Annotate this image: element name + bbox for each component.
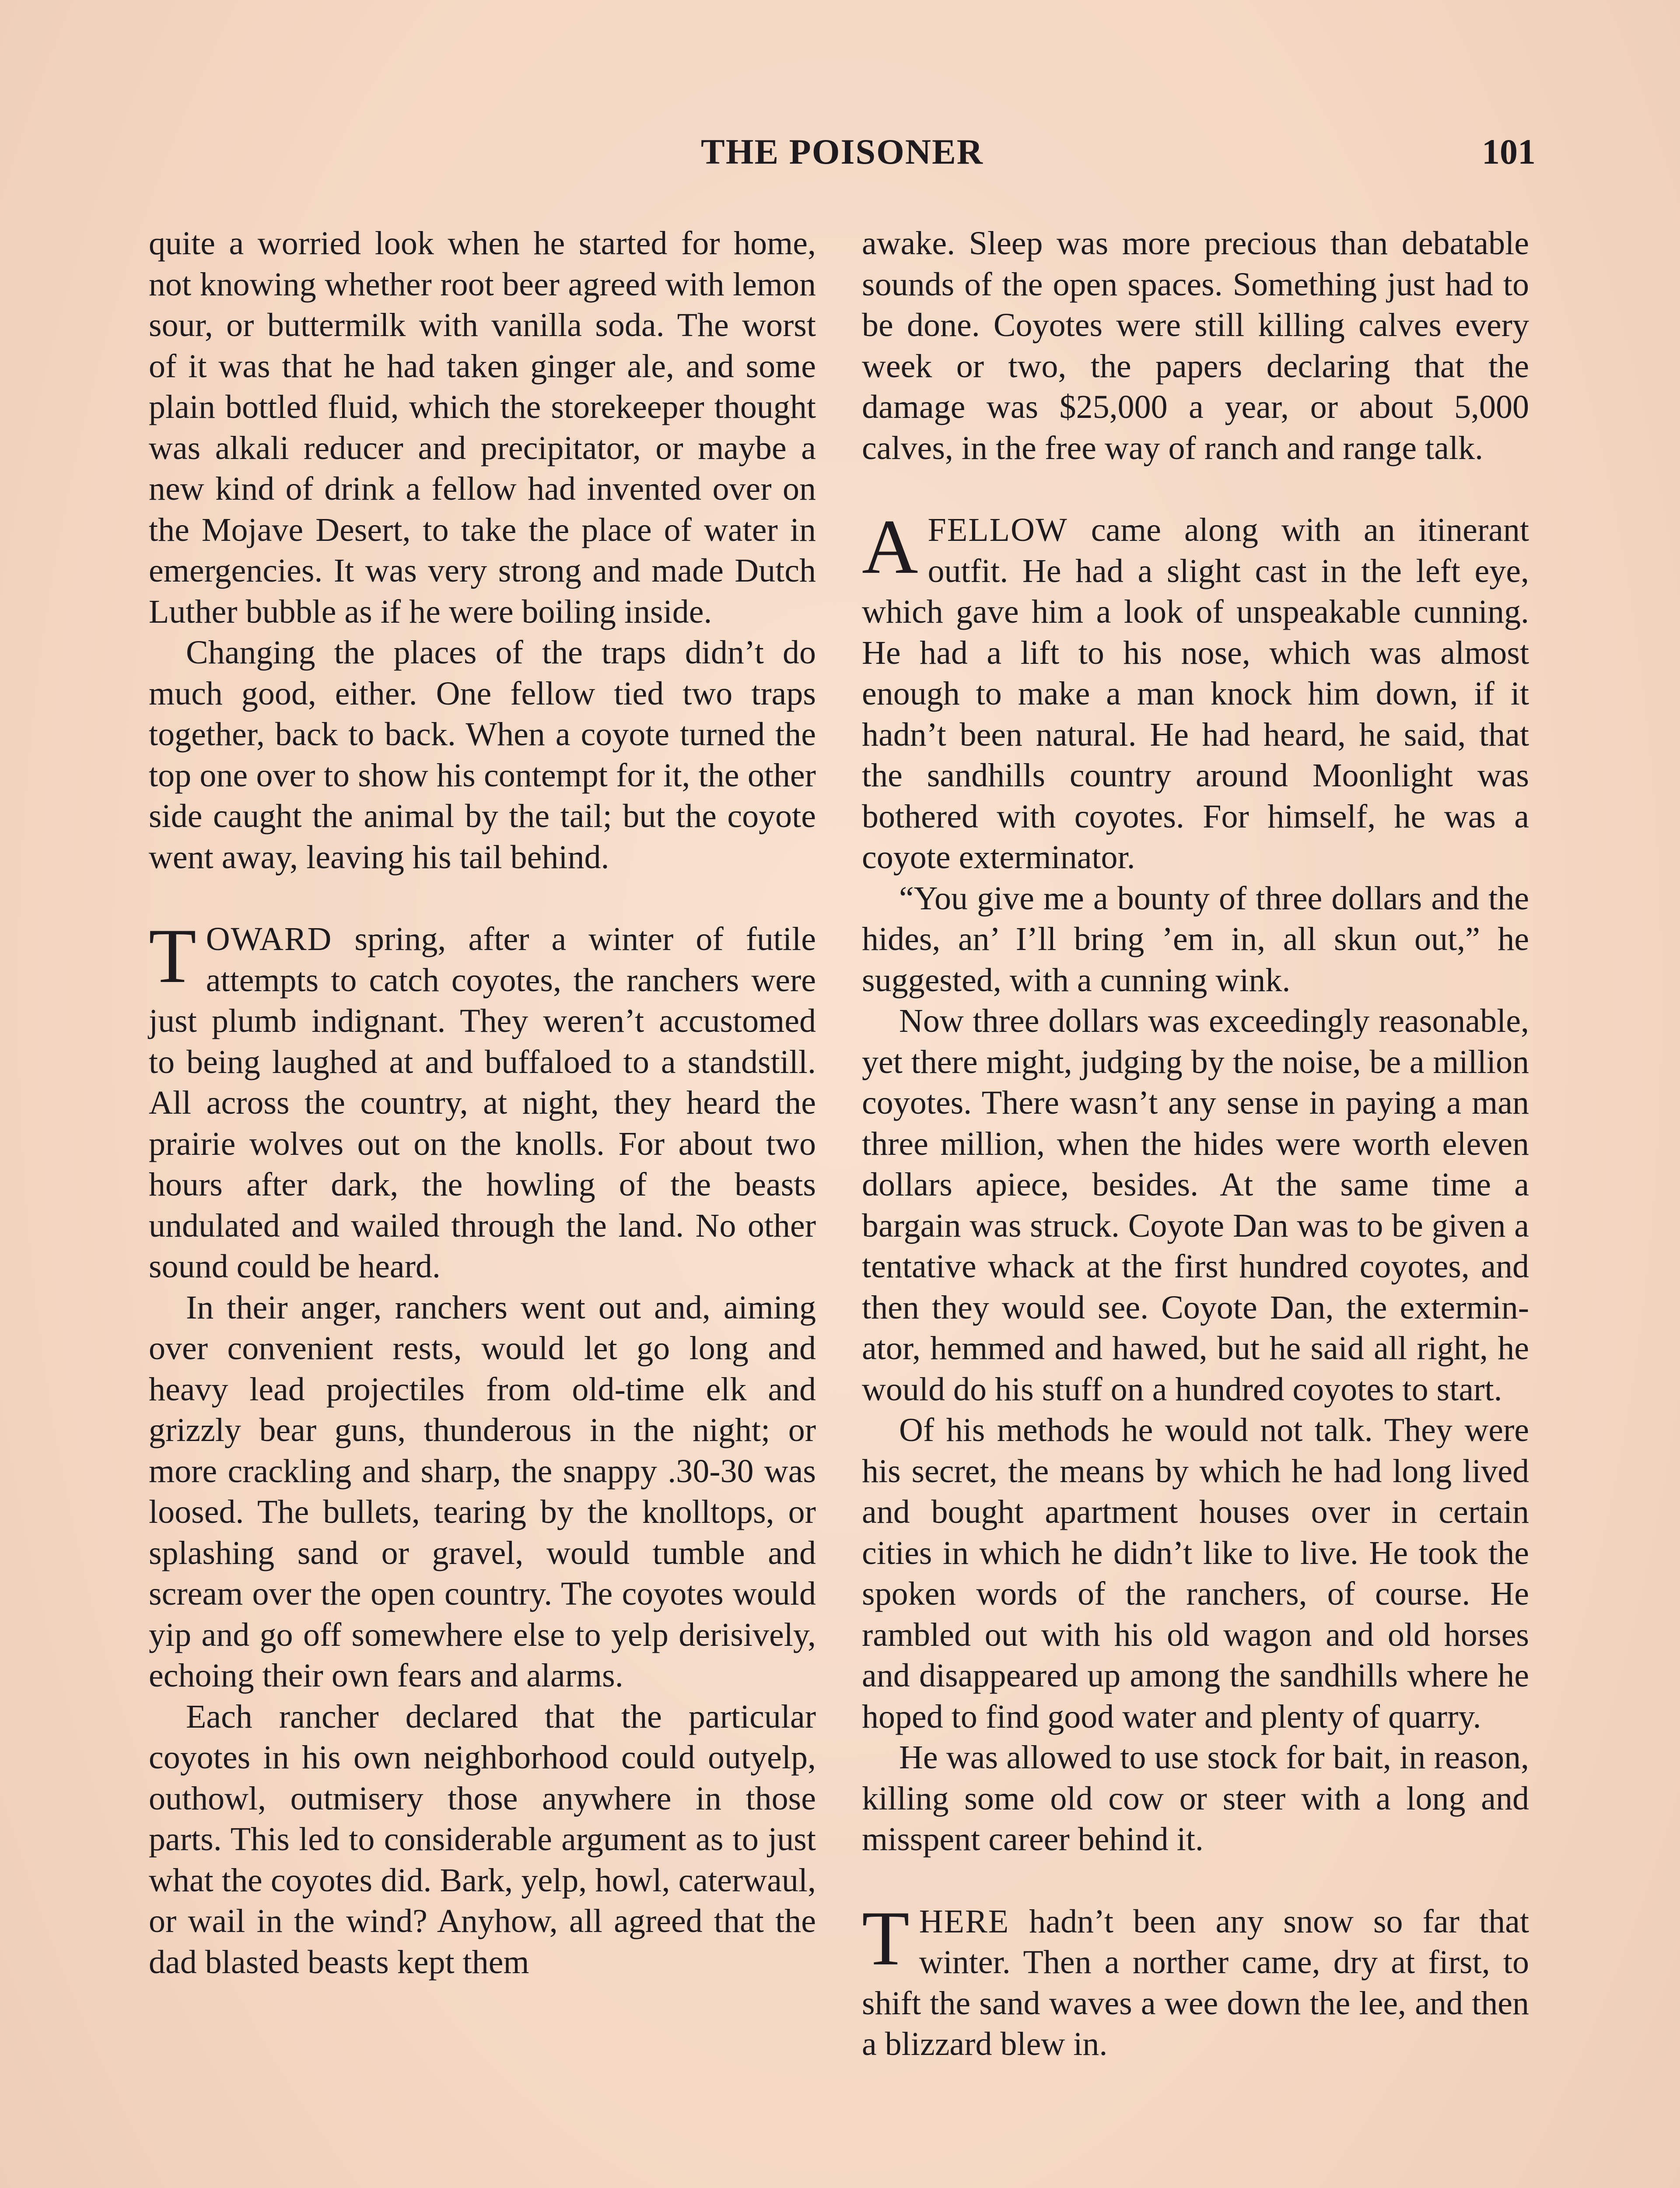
paragraph: Each rancher declared that the particular coyotes in his own neighborhood could outyelp, outhowl, outmisery those anywhere in those parts. This led to considerable argument as to just what the coyotes did. Bark, yelp, howl, caterwaul, or wail in the wind? Anyhow, all agreed that the dad blasted beasts kept them <box>149 1698 816 1981</box>
paragraph: quite a worried look when he started for home, not knowing whether root beer agreed with lemon sour, or buttermilk with vanilla soda. The worst of it was that he had taken ginger ale, and some plain bottled fluid, which the storekeeper thought was alkali reducer and precipitator, or maybe a new kind of drink a fellow had invented over on the Mojave Desert, to take the place of water in emergencies. It was very strong and made Dutch Luther bubble as if he were boiling inside. <box>149 225 816 630</box>
paragraph-text: hadn’t been any snow so far that winter. Then a norther came, dry at first, to shift the sand waves a wee down the lee, and then a blizzard blew in. <box>862 1903 1529 2062</box>
lead-word: FELLOW <box>928 512 1068 548</box>
page-number: 101 <box>1482 132 1536 172</box>
section-paragraph <box>862 1894 1529 2065</box>
drop-cap: A <box>862 503 918 590</box>
paragraph: awake. Sleep was more precious than debatable sounds of the open spaces. Something just had to be done. Coyotes were still killing calves every week or two, the papers declaring that the damage was $25,000 a year, or about 5,000 calves, in the free way of ranch and range talk. <box>862 225 1529 466</box>
paragraph-text: came along with an itinerant outfit. He had a slight cast in the left eye, which gave him a look of unspeakable cunning. He had a lift to his nose, which was almost enough to make a man knock him down, if it hadn’t been natural. He had heard, he said, that the sandhills country around Moonlight was bothered with coyotes. For himself, he was a coyote exterminator. <box>862 512 1529 876</box>
paragraph: “You give me a bounty of three dollars and the hides, an’ I’ll bring ’em in, all skun out,” he suggested, with a cunning wink. <box>862 880 1529 999</box>
left-column <box>149 223 816 1983</box>
paragraph-text: spring, after a winter of futile attempts to catch coyotes, the ranchers were just plumb indignant. They weren’t accustomed to being laughed at and buffaloed to a standstill. All across the country, at night, they heard the prairie wolves out on the knolls. For about two hours after dark, the howling of the beasts undulated and wailed through the land. No other sound could be heard. <box>149 921 816 1285</box>
paragraph: Now three dollars was exceedingly reasonable, yet there might, judging by the noise, be a million coyotes. There wasn’t any sense in paying a man three million, when the hides were worth eleven dollars apiece, besides. At the same time a bargain was struck. Coyote Dan was to be given a tentative whack at the first hundred coyotes, and then they would see. Coyote Dan, the exterminator, hemmed and hawed, but he said all right, he would do his stuff on a hundred coyotes to start. <box>862 1003 1529 1408</box>
lead-word: OWARD <box>206 921 332 957</box>
section-paragraph <box>149 912 816 1287</box>
right-column <box>862 223 1529 2065</box>
running-title: THE POISONER <box>701 132 984 172</box>
lead-word: HERE <box>919 1903 1010 1940</box>
paragraph: In their anger, ranchers went out and, aiming over convenient rests, would let go long and heavy lead projectiles from old-time elk and grizzly bear guns, thunderous in the night; or more crackling and sharp, the snappy .30-30 was loosed. The bullets, tearing by the knolltops, or splashing sand or gravel, would tumble and scream over the open country. The coyotes would yip and go off somewhere else to yelp derisively, echoing their own fears and alarms. <box>149 1289 816 1694</box>
paragraph: Changing the places of the traps didn’t do much good, either. One fellow tied two traps together, back to back. When a coyote turned the top one over to show his contempt for it, the other side caught the animal by the tail; but the coyote went away, leaving his tail behind. <box>149 634 816 876</box>
paragraph: Of his methods he would not talk. They were his secret, the means by which he had long lived and bought apartment houses over in certain cities in which he didn’t like to live. He took the spoken words of the ranchers, of course. He rambled out with his old wagon and old horses and disappeared up among the sandhills where he hoped to find good water and plenty of quarry. <box>862 1412 1529 1735</box>
section-paragraph <box>862 503 1529 878</box>
drop-cap: T <box>862 1894 910 1981</box>
paragraph: He was allowed to use stock for bait, in reason, killing some old cow or steer with a long and misspent career behind it. <box>862 1739 1529 1858</box>
drop-cap: T <box>149 912 196 999</box>
page-header <box>149 131 1536 179</box>
